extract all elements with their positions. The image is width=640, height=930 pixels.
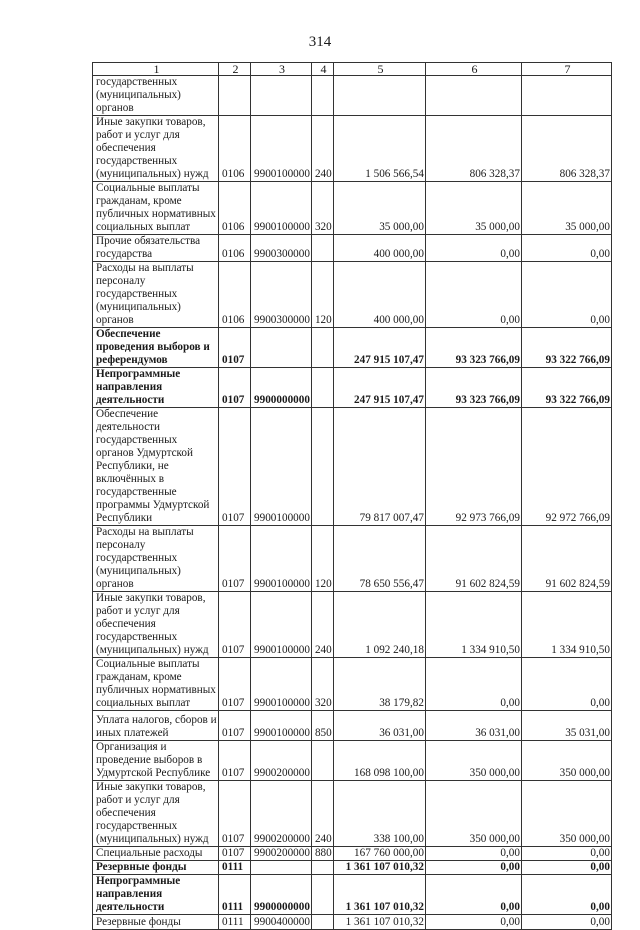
section-code-cell: 0107 xyxy=(219,408,251,526)
row-name-cell: Обеспечение деятельности государственных органов Удмуртской Республики, не включённых в государственные программы Удмуртской Республики xyxy=(93,408,219,526)
amount-col6-cell: 0,00 xyxy=(425,262,521,328)
amount-col5-cell: 79 817 007,47 xyxy=(333,408,425,526)
amount-col7-cell xyxy=(521,76,611,116)
amount-col5-cell: 1 361 107 010,32 xyxy=(333,915,425,930)
row-name-cell: Социальные выплаты гражданам, кроме публичных нормативных социальных выплат xyxy=(93,658,219,711)
expense-type-cell xyxy=(311,915,333,930)
amount-col6-cell: 806 328,37 xyxy=(425,116,521,182)
expense-type-cell xyxy=(311,408,333,526)
target-article-cell: 9900300000 xyxy=(251,235,312,262)
header-cell: 5 xyxy=(333,63,425,76)
expense-type-cell xyxy=(311,741,333,781)
row-name-cell: Специальные расходы xyxy=(93,847,219,861)
amount-col6-cell: 93 323 766,09 xyxy=(425,368,521,408)
table-row xyxy=(93,368,612,408)
amount-col5-cell: 38 179,82 xyxy=(333,658,425,711)
table-row xyxy=(93,658,612,711)
amount-col6-cell: 91 602 824,59 xyxy=(425,526,521,592)
amount-col5-cell: 78 650 556,47 xyxy=(333,526,425,592)
amount-col6-cell: 0,00 xyxy=(425,861,521,875)
target-article-cell: 9900100000 xyxy=(251,116,312,182)
amount-col5-cell: 1 361 107 010,32 xyxy=(333,875,425,915)
amount-col7-cell: 0,00 xyxy=(521,915,611,930)
row-name-cell: Расходы на выплаты персоналу государственных (муниципальных) органов xyxy=(93,262,219,328)
table-row xyxy=(93,235,612,262)
amount-col7-cell: 93 322 766,09 xyxy=(521,328,611,368)
row-name-cell: Резервные фонды xyxy=(93,915,219,930)
target-article-cell: 9900200000 xyxy=(251,741,312,781)
amount-col6-cell: 0,00 xyxy=(425,875,521,915)
amount-col7-cell: 0,00 xyxy=(521,875,611,915)
amount-col7-cell: 0,00 xyxy=(521,235,611,262)
table-row xyxy=(93,915,612,930)
section-code-cell: 0106 xyxy=(219,116,251,182)
header-cell: 1 xyxy=(93,63,219,76)
section-code-cell: 0106 xyxy=(219,262,251,328)
amount-col5-cell: 36 031,00 xyxy=(333,711,425,741)
amount-col6-cell: 92 973 766,09 xyxy=(425,408,521,526)
amount-col6-cell: 35 000,00 xyxy=(425,182,521,235)
section-code-cell: 0107 xyxy=(219,711,251,741)
table-row xyxy=(93,262,612,328)
row-name-cell: Иные закупки товаров, работ и услуг для обеспечения государственных (муниципальных) нужд xyxy=(93,592,219,658)
header-cell: 2 xyxy=(219,63,251,76)
expense-type-cell: 240 xyxy=(311,781,333,847)
amount-col6-cell: 93 323 766,09 xyxy=(425,328,521,368)
row-name-cell: Иные закупки товаров, работ и услуг для обеспечения государственных (муниципальных) нужд xyxy=(93,781,219,847)
row-name-cell: Уплата налогов, сборов и иных платежей xyxy=(93,711,219,741)
target-article-cell: 9900000000 xyxy=(251,368,312,408)
target-article-cell: 9900100000 xyxy=(251,408,312,526)
amount-col6-cell: 0,00 xyxy=(425,235,521,262)
expense-type-cell: 320 xyxy=(311,658,333,711)
table-row xyxy=(93,781,612,847)
target-article-cell xyxy=(251,76,312,116)
amount-col5-cell: 247 915 107,47 xyxy=(333,328,425,368)
amount-col6-cell: 1 334 910,50 xyxy=(425,592,521,658)
section-code-cell: 0107 xyxy=(219,328,251,368)
target-article-cell: 9900100000 xyxy=(251,592,312,658)
row-name-cell: государственных (муниципальных) органов xyxy=(93,76,219,116)
header-cell: 3 xyxy=(251,63,312,76)
expense-type-cell xyxy=(311,328,333,368)
table-row xyxy=(93,741,612,781)
target-article-cell: 9900100000 xyxy=(251,182,312,235)
section-code-cell: 0111 xyxy=(219,861,251,875)
amount-col7-cell: 93 322 766,09 xyxy=(521,368,611,408)
section-code-cell: 0107 xyxy=(219,368,251,408)
table-row xyxy=(93,116,612,182)
target-article-cell: 9900400000 xyxy=(251,915,312,930)
row-name-cell: Расходы на выплаты персоналу государственных (муниципальных) органов xyxy=(93,526,219,592)
row-name-cell: Социальные выплаты гражданам, кроме публичных нормативных социальных выплат xyxy=(93,182,219,235)
amount-col7-cell: 806 328,37 xyxy=(521,116,611,182)
section-code-cell xyxy=(219,76,251,116)
amount-col5-cell: 1 506 566,54 xyxy=(333,116,425,182)
header-cell: 7 xyxy=(521,63,611,76)
budget-table xyxy=(92,62,612,930)
expense-type-cell xyxy=(311,875,333,915)
amount-col5-cell: 400 000,00 xyxy=(333,235,425,262)
amount-col6-cell: 0,00 xyxy=(425,658,521,711)
amount-col7-cell: 35 000,00 xyxy=(521,182,611,235)
section-code-cell: 0107 xyxy=(219,658,251,711)
amount-col5-cell: 247 915 107,47 xyxy=(333,368,425,408)
header-row xyxy=(93,63,612,76)
table-row xyxy=(93,592,612,658)
table-row xyxy=(93,875,612,915)
target-article-cell xyxy=(251,861,312,875)
section-code-cell: 0107 xyxy=(219,847,251,861)
amount-col7-cell: 92 972 766,09 xyxy=(521,408,611,526)
row-name-cell: Иные закупки товаров, работ и услуг для обеспечения государственных (муниципальных) нужд xyxy=(93,116,219,182)
amount-col5-cell: 400 000,00 xyxy=(333,262,425,328)
table-row xyxy=(93,861,612,875)
row-name-cell: Прочие обязательства государства xyxy=(93,235,219,262)
row-name-cell: Обеспечение проведения выборов и референдумов xyxy=(93,328,219,368)
table-row xyxy=(93,526,612,592)
amount-col7-cell: 1 334 910,50 xyxy=(521,592,611,658)
section-code-cell: 0106 xyxy=(219,235,251,262)
amount-col5-cell: 338 100,00 xyxy=(333,781,425,847)
amount-col5-cell: 35 000,00 xyxy=(333,182,425,235)
section-code-cell: 0107 xyxy=(219,781,251,847)
amount-col7-cell: 35 031,00 xyxy=(521,711,611,741)
expense-type-cell: 240 xyxy=(311,592,333,658)
amount-col7-cell: 350 000,00 xyxy=(521,741,611,781)
target-article-cell: 9900200000 xyxy=(251,847,312,861)
target-article-cell: 9900100000 xyxy=(251,526,312,592)
row-name-cell: Резервные фонды xyxy=(93,861,219,875)
target-article-cell: 9900100000 xyxy=(251,711,312,741)
target-article-cell: 9900300000 xyxy=(251,262,312,328)
amount-col5-cell: 168 098 100,00 xyxy=(333,741,425,781)
table-row xyxy=(93,711,612,741)
amount-col6-cell: 350 000,00 xyxy=(425,741,521,781)
amount-col7-cell: 0,00 xyxy=(521,262,611,328)
page-number: 314 xyxy=(308,34,332,50)
row-name-cell: Непрограммные направления деятельности xyxy=(93,875,219,915)
target-article-cell: 9900000000 xyxy=(251,875,312,915)
amount-col5-cell: 167 760 000,00 xyxy=(333,847,425,861)
amount-col7-cell: 350 000,00 xyxy=(521,781,611,847)
expense-type-cell: 240 xyxy=(311,116,333,182)
expense-type-cell xyxy=(311,76,333,116)
target-article-cell xyxy=(251,328,312,368)
amount-col6-cell: 0,00 xyxy=(425,915,521,930)
section-code-cell: 0107 xyxy=(219,592,251,658)
header-cell: 6 xyxy=(425,63,521,76)
table-row xyxy=(93,408,612,526)
amount-col5-cell: 1 361 107 010,32 xyxy=(333,861,425,875)
row-name-cell: Организация и проведение выборов в Удмуртской Республике xyxy=(93,741,219,781)
section-code-cell: 0107 xyxy=(219,526,251,592)
amount-col7-cell: 0,00 xyxy=(521,861,611,875)
expense-type-cell: 120 xyxy=(311,262,333,328)
table-row xyxy=(93,76,612,116)
table-row xyxy=(93,847,612,861)
expense-type-cell xyxy=(311,861,333,875)
amount-col6-cell: 36 031,00 xyxy=(425,711,521,741)
row-name-cell: Непрограммные направления деятельности xyxy=(93,368,219,408)
target-article-cell: 9900100000 xyxy=(251,658,312,711)
amount-col7-cell: 0,00 xyxy=(521,658,611,711)
amount-col7-cell: 91 602 824,59 xyxy=(521,526,611,592)
amount-col6-cell: 350 000,00 xyxy=(425,781,521,847)
expense-type-cell: 320 xyxy=(311,182,333,235)
target-article-cell: 9900200000 xyxy=(251,781,312,847)
section-code-cell: 0111 xyxy=(219,915,251,930)
amount-col5-cell xyxy=(333,76,425,116)
section-code-cell: 0107 xyxy=(219,741,251,781)
table-row xyxy=(93,182,612,235)
expense-type-cell: 850 xyxy=(311,711,333,741)
table-row xyxy=(93,328,612,368)
expense-type-cell: 120 xyxy=(311,526,333,592)
amount-col6-cell: 0,00 xyxy=(425,847,521,861)
amount-col6-cell xyxy=(425,76,521,116)
expense-type-cell xyxy=(311,235,333,262)
amount-col7-cell: 0,00 xyxy=(521,847,611,861)
section-code-cell: 0106 xyxy=(219,182,251,235)
expense-type-cell xyxy=(311,368,333,408)
section-code-cell: 0111 xyxy=(219,875,251,915)
expense-type-cell: 880 xyxy=(311,847,333,861)
header-cell: 4 xyxy=(311,63,333,76)
amount-col5-cell: 1 092 240,18 xyxy=(333,592,425,658)
